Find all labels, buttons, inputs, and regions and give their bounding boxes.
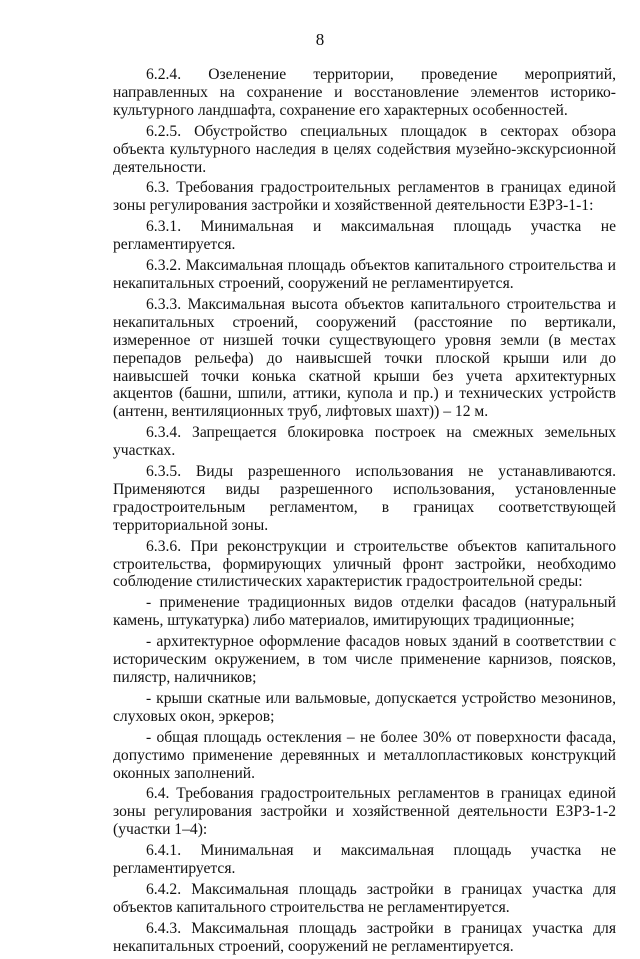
list-item-roofs: - крыши скатные или вальмовые, допускается устройство мезонинов, слуховых окон, эркеров; (113, 689, 616, 725)
paragraph-6-3-2: 6.3.2. Максимальная площадь объектов капитального строительства и некапитальных строений, сооружений не регламентируется. (113, 257, 616, 292)
page-number: 8 (315, 30, 325, 49)
paragraph-6-3-5: 6.3.5. Виды разрешенного использования не устанавливаются. Применяются виды разрешенного использования, установленные градостроительным регламентом, в границах соответствующей территориальной зоны. (113, 463, 616, 534)
document-body (113, 66, 616, 959)
paragraph-6-2-4: 6.2.4. Озеленение территории, проведение мероприятий, направленных на сохранение и восстановление элементов историко-культурного ландшафта, сохранение его характерных особенностей. (113, 66, 616, 119)
list-item-glazing: - общая площадь остекления – не более 30% от поверхности фасада, допустимо применение деревянных и металлопластиковых конструкций оконных заполнений. (113, 728, 616, 782)
paragraph-6-2-5: 6.2.5. Обустройство специальных площадок в секторах обзора объекта культурного наследия в целях содействия музейно-экскурсионной деятельности. (113, 122, 616, 176)
paragraph-6-3-3: 6.3.3. Максимальная высота объектов капитального строительства и некапитальных строений, сооружений (расстояние по вертикали, измеренное от низшей точки существующего уровня земли (в местах перепадов рельефа) до наивысшей точки плоской крыши или до наивысшей точки конька скатной крыши без учета архитектурных акцентов (башни, шпили, аттики, купола и пр.) и технических устройств (антенн, вентиляционных труб, лифтовых шахт)) – 12 м. (113, 295, 616, 421)
list-item-architectural-design: - архитектурное оформление фасадов новых зданий в соответствии с историческим окружением, в том числе применение карнизов, поясков, пилястр, наличников; (113, 633, 616, 686)
paragraph-6-3-6: 6.3.6. При реконструкции и строительстве объектов капитального строительства, формирующих уличный фронт застройки, необходимо соблюдение стилистических характеристик градостроительной среды: (113, 537, 616, 591)
paragraph-6-3-4: 6.3.4. Запрещается блокировка построек на смежных земельных участках. (113, 424, 616, 460)
paragraph-6-4: 6.4. Требования градостроительных регламентов в границах единой зоны регулирования застройки и хозяйственной деятельности ЕЗРЗ-1-2 (участки 1–4): (113, 785, 616, 839)
paragraph-6-4-1: 6.4.1. Минимальная и максимальная площадь участка не регламентируется. (113, 842, 616, 878)
list-item-facade-finish: - применение традиционных видов отделки фасадов (натуральный камень, штукатурка) либо материалов, имитирующих традиционные; (113, 594, 616, 630)
paragraph-6-4-2: 6.4.2. Максимальная площадь застройки в границах участка для объектов капитального строительства не регламентируется. (113, 880, 616, 916)
paragraph-6-3-1: 6.3.1. Минимальная и максимальная площадь участка не регламентируется. (113, 218, 616, 254)
paragraph-6-4-3: 6.4.3. Максимальная площадь застройки в границах участка для некапитальных строений, сооружений не регламентируется. (113, 919, 616, 955)
paragraph-6-3: 6.3. Требования градостроительных регламентов в границах единой зоны регулирования застройки и хозяйственной деятельности ЕЗРЗ-1-1: (113, 179, 616, 215)
